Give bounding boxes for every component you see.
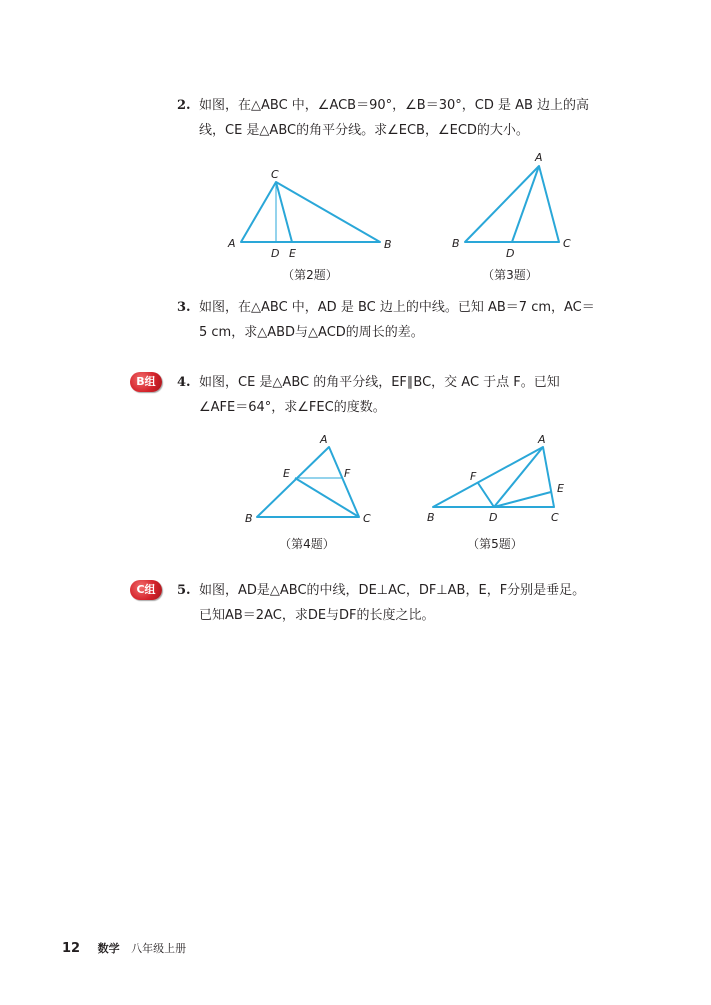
problem-text-line: 已知AB＝2AC，求DE与DF的长度之比。	[199, 608, 435, 623]
problem-number: 5.	[177, 583, 191, 598]
vertex-label-d: D	[489, 511, 498, 524]
group-b-badge: B组	[130, 372, 162, 392]
figure-3-diagram	[445, 148, 585, 263]
problem-text-line: 5 cm，求△ABD与△ACD的周长的差。	[199, 325, 424, 340]
vertex-label-c: C	[551, 511, 559, 524]
problem-4	[177, 370, 627, 420]
footer-grade: 八年级上册	[131, 942, 187, 955]
problem-number: 3.	[177, 300, 191, 315]
vertex-label-b: B	[452, 237, 460, 250]
figure-4-caption: （第4题）	[279, 537, 335, 551]
vertex-label-b: B	[384, 238, 392, 251]
page-number: 12	[62, 941, 81, 956]
vertex-label-b: B	[245, 512, 253, 525]
figure-2	[220, 165, 400, 265]
vertex-label-d: D	[506, 247, 515, 260]
figure-2-caption: （第2题）	[282, 268, 338, 282]
figure-5-diagram	[423, 430, 583, 530]
vertex-label-f: F	[344, 467, 351, 480]
figure-5	[423, 430, 583, 530]
problem-text-line: 如图，AD是△ABC的中线，DE⊥AC，DF⊥AB，E，F分别是垂足。	[199, 583, 586, 598]
figure-5-caption: （第5题）	[467, 537, 523, 551]
vertex-label-c: C	[563, 237, 571, 250]
vertex-label-e: E	[289, 247, 296, 260]
vertex-label-a: A	[228, 237, 236, 250]
problem-3	[177, 295, 627, 345]
vertex-label-a: A	[320, 433, 328, 446]
vertex-label-c: C	[363, 512, 371, 525]
vertex-label-b: B	[427, 511, 435, 524]
figure-4-diagram	[240, 430, 380, 530]
problem-text-line: 如图，CE 是△ABC 的角平分线，EF∥BC，交 AC 于点 F。已知	[199, 375, 560, 390]
vertex-label-c: C	[271, 168, 279, 181]
problem-text-line: 线，CE 是△ABC的角平分线。求∠ECB，∠ECD的大小。	[199, 123, 529, 138]
problem-5	[177, 578, 627, 628]
group-c-badge: C组	[130, 580, 162, 600]
vertex-label-f: F	[470, 470, 477, 483]
figure-2-diagram	[220, 165, 400, 265]
figure-3-caption: （第3题）	[482, 268, 538, 282]
problem-text-line: 如图，在△ABC 中，∠ACB＝90°，∠B＝30°，CD 是 AB 边上的高	[199, 98, 590, 113]
problem-number: 2.	[177, 98, 191, 113]
page-footer	[62, 940, 186, 956]
vertex-label-a: A	[535, 151, 543, 164]
footer-subject: 数学	[97, 942, 120, 955]
vertex-label-e: E	[557, 482, 564, 495]
vertex-label-e: E	[283, 467, 290, 480]
problem-text-line: ∠AFE＝64°，求∠FEC的度数。	[199, 400, 386, 415]
figure-4	[240, 430, 380, 530]
problem-number: 4.	[177, 375, 191, 390]
vertex-label-d: D	[271, 247, 280, 260]
vertex-label-a: A	[538, 433, 546, 446]
problem-2	[177, 93, 627, 143]
problem-text-line: 如图，在△ABC 中，AD 是 BC 边上的中线。已知 AB＝7 cm，AC＝	[199, 300, 595, 315]
figure-3	[445, 148, 585, 263]
